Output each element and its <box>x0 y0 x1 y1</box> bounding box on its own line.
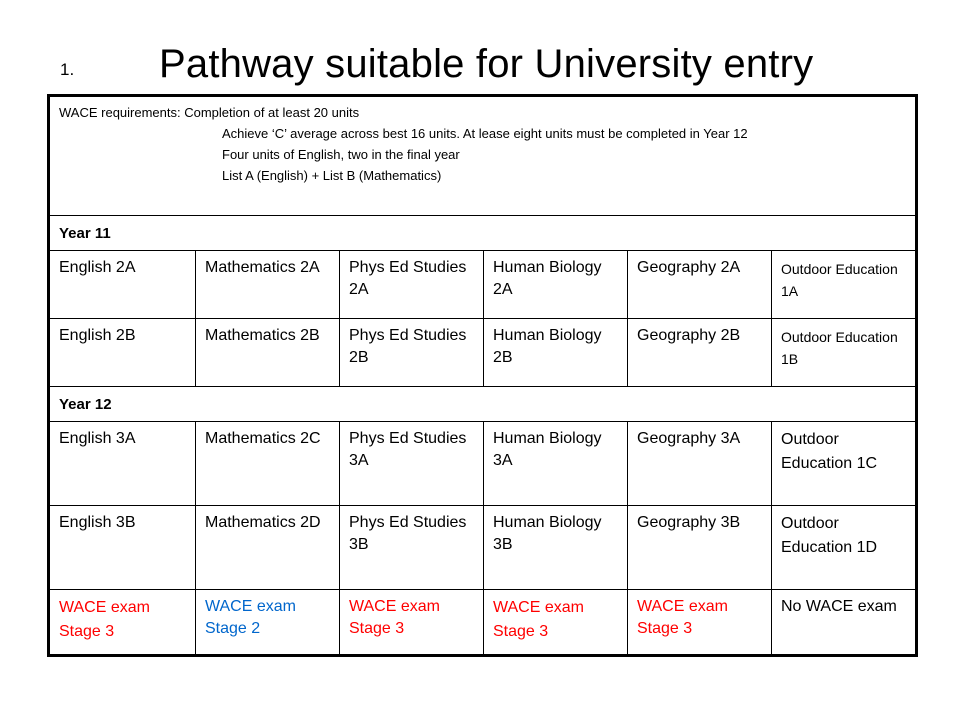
exam-cell: WACE exam Stage 3 <box>59 599 150 640</box>
subject-cell: Outdoor Education 1C <box>781 431 878 472</box>
table-row <box>49 251 917 319</box>
year11-label: Year 11 <box>59 225 111 242</box>
requirements-cell <box>49 96 917 216</box>
table-row <box>49 319 917 387</box>
subject-cell: English 2A <box>59 259 136 276</box>
subject-cell: Geography 2B <box>637 327 741 344</box>
subject-cell: Outdoor Education 1A <box>781 261 898 299</box>
subject-cell: Geography 3A <box>637 430 741 447</box>
exam-row <box>49 590 917 656</box>
year12-label: Year 12 <box>59 396 112 413</box>
subject-cell: Outdoor Education 1D <box>781 515 878 556</box>
exam-cell: No WACE exam <box>781 598 897 615</box>
year11-header-row <box>49 216 917 251</box>
subject-cell: Human Biology 3B <box>493 514 602 553</box>
title-text: Pathway suitable for University entry <box>159 42 814 86</box>
exam-cell: WACE exam Stage 2 <box>205 598 296 637</box>
subject-cell: Phys Ed Studies 3B <box>349 514 467 553</box>
subject-cell: Mathematics 2B <box>205 327 320 344</box>
subject-cell: English 2B <box>59 327 136 344</box>
subject-cell: English 3B <box>59 514 136 531</box>
requirement-line: WACE requirements: Completion of at least 20 units <box>59 105 360 120</box>
requirement-line: Achieve ‘C’ average across best 16 units. At lease eight units must be completed in Year 12 <box>222 126 748 141</box>
year12-header-row <box>49 387 917 422</box>
subject-cell: Human Biology 3A <box>493 430 602 469</box>
table-row <box>49 422 917 506</box>
subject-cell: Human Biology 2A <box>493 259 602 298</box>
requirements-row <box>49 96 917 216</box>
exam-cell: WACE exam Stage 3 <box>349 598 440 637</box>
exam-cell: WACE exam Stage 3 <box>637 598 728 637</box>
subject-cell: English 3A <box>59 430 136 447</box>
subject-cell: Phys Ed Studies 3A <box>349 430 467 469</box>
subject-cell: Mathematics 2C <box>205 430 321 447</box>
slide-title <box>60 40 940 92</box>
subject-cell: Geography 3B <box>637 514 741 531</box>
subject-cell: Mathematics 2D <box>205 514 321 531</box>
pathway-table <box>47 94 918 657</box>
requirement-line: List A (English) + List B (Mathematics) <box>222 168 442 183</box>
subject-cell: Mathematics 2A <box>205 259 320 276</box>
subject-cell: Phys Ed Studies 2A <box>349 259 467 298</box>
exam-cell: WACE exam Stage 3 <box>493 599 584 640</box>
subject-cell: Human Biology 2B <box>493 327 602 366</box>
table-row <box>49 506 917 590</box>
title-number: 1. <box>60 60 75 79</box>
subject-cell: Outdoor Education 1B <box>781 329 898 367</box>
requirement-line: Four units of English, two in the final year <box>222 147 460 162</box>
subject-cell: Phys Ed Studies 2B <box>349 327 467 366</box>
subject-cell: Geography 2A <box>637 259 741 276</box>
